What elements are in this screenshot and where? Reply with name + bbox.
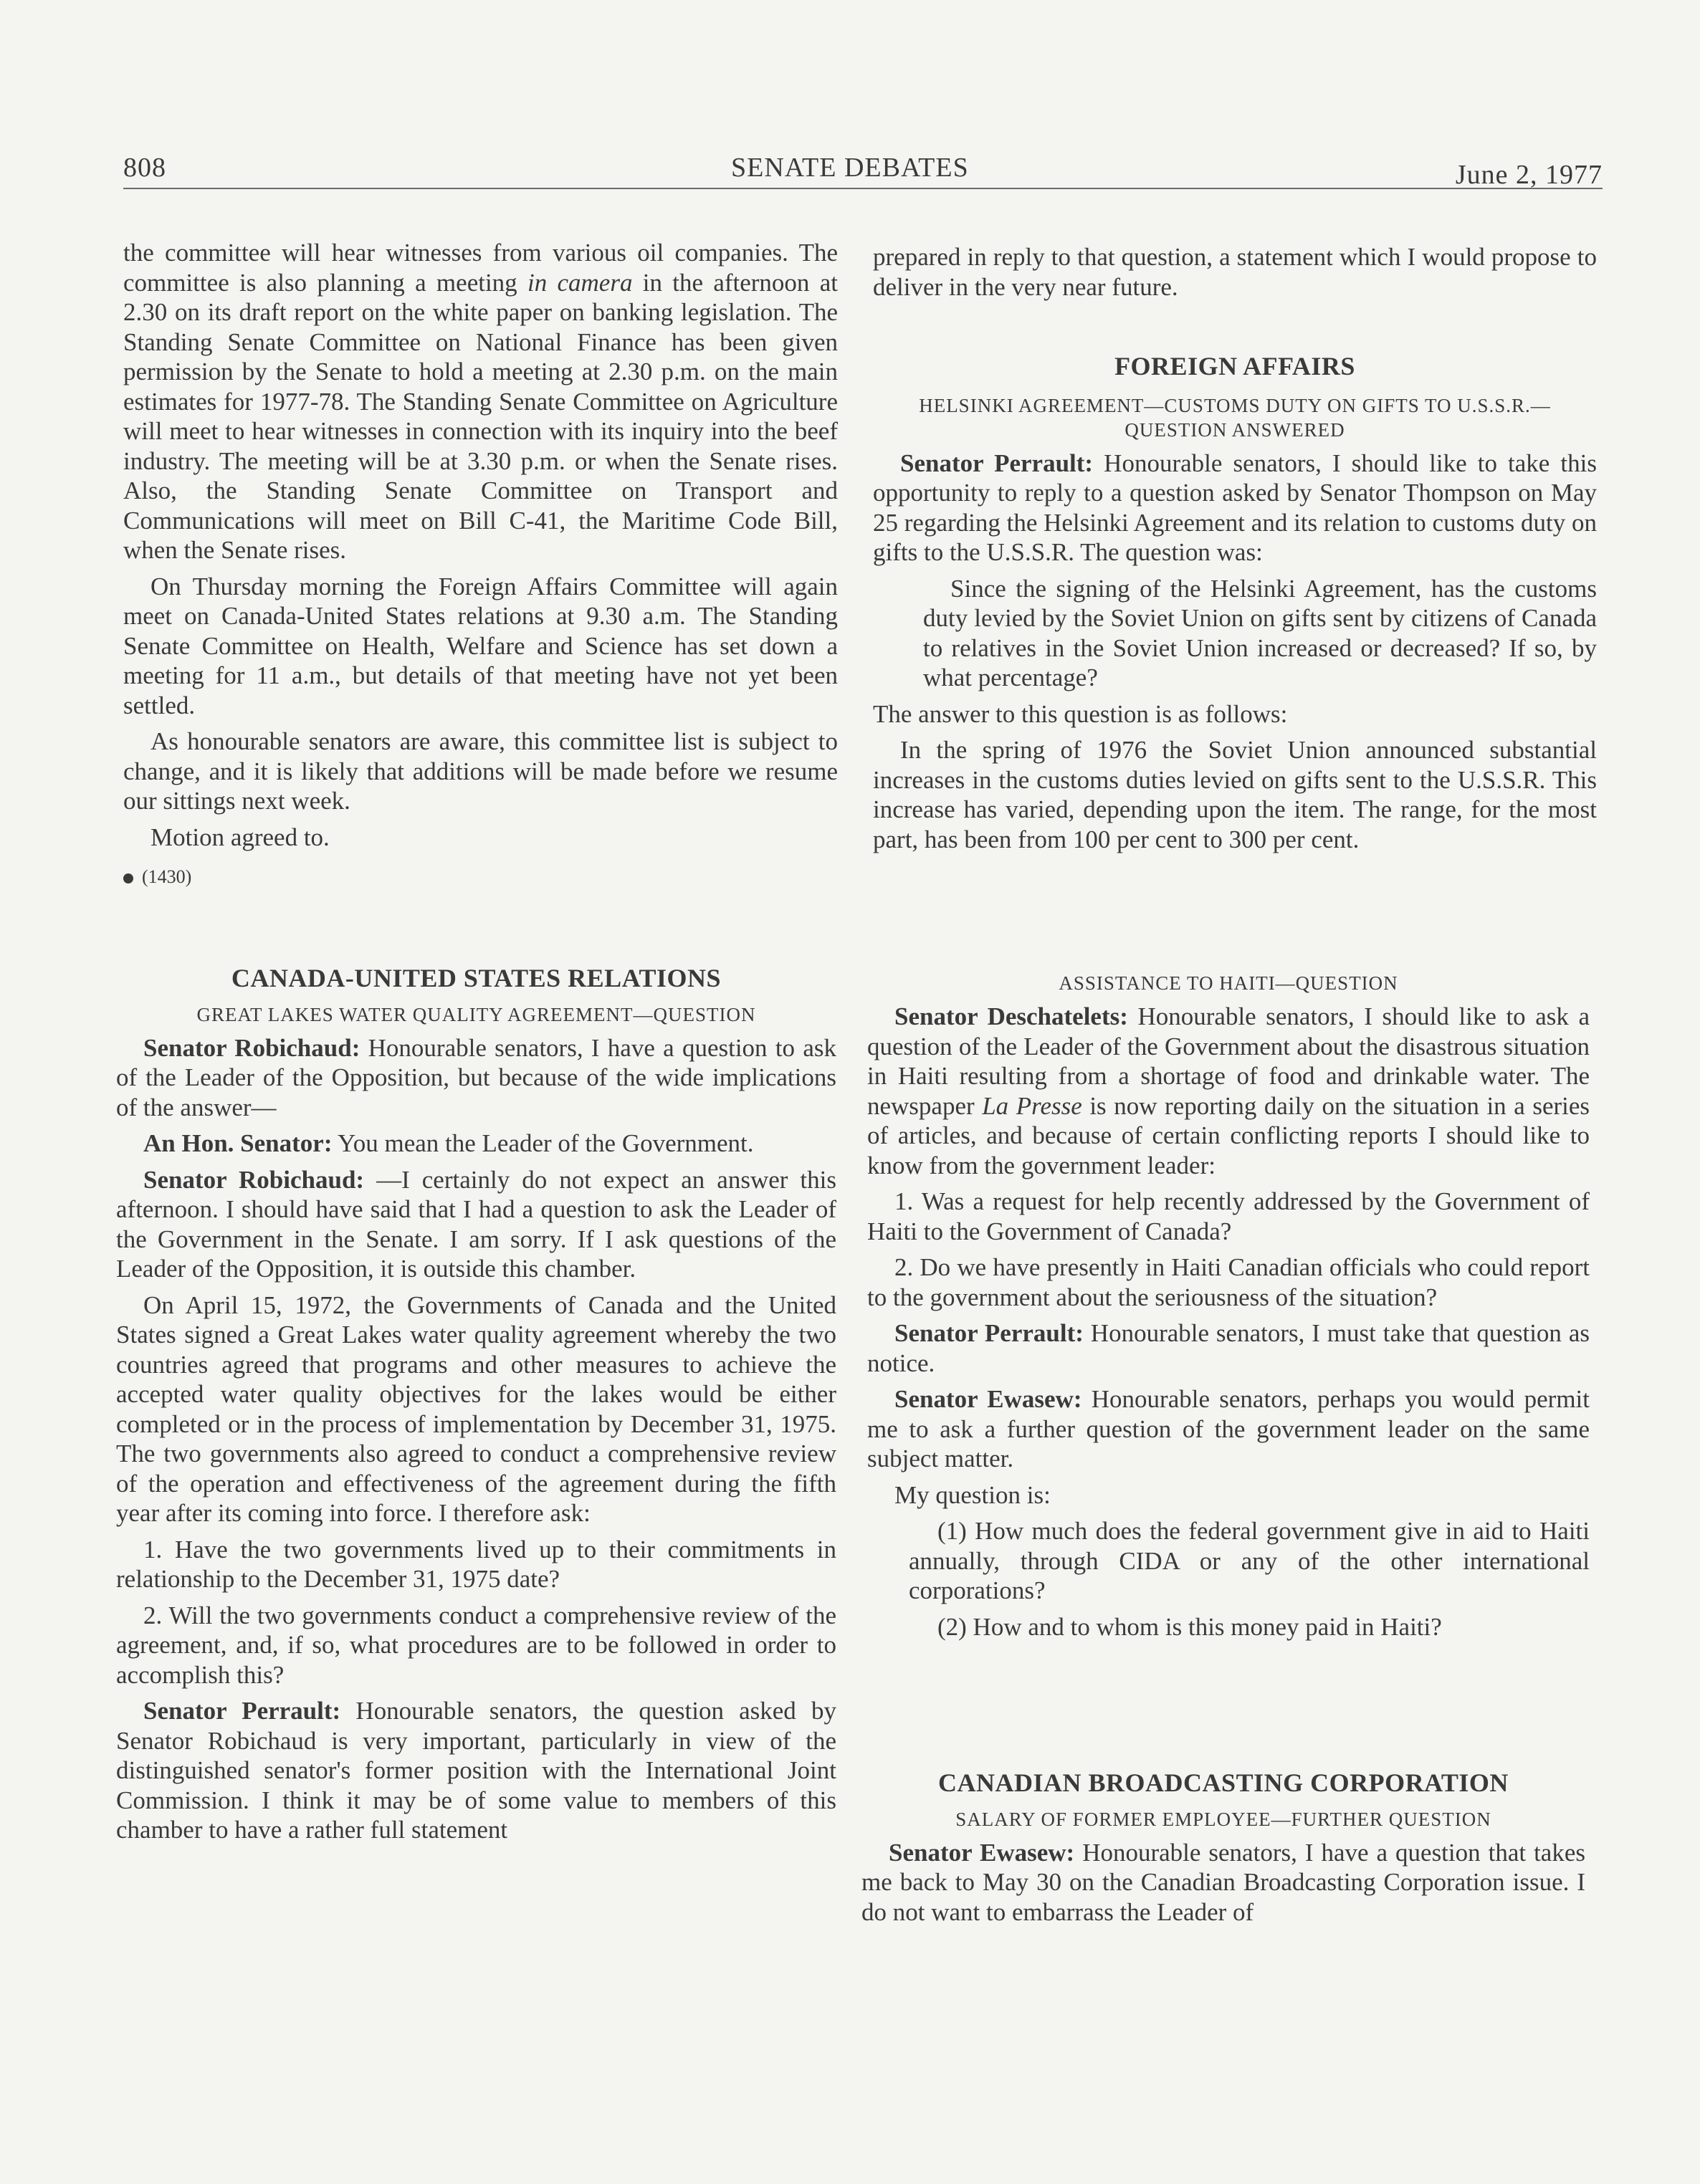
paragraph: Senator Robichaud: —I certainly do not expect an answer this afternoon. I should have said that I had a question to ask the Leader of the Government in the Senate. I am sorry. If I ask questions of the Leader of the Opposition, it is outside this chamber. (116, 1165, 836, 1283)
bullet-icon (123, 873, 133, 883)
quoted-question: (1) How much does the federal government give in aid to Haiti annually, through CIDA or any of the other international corporations? (909, 1517, 1590, 1604)
speaker-name: Senator Robichaud: (143, 1033, 360, 1062)
section-subheading: QUESTION ANSWERED (1124, 418, 1345, 441)
section-subheading: HELSINKI AGREEMENT—CUSTOMS DUTY ON GIFTS TO U.S.S.R.— (919, 394, 1551, 416)
paragraph: As honourable senators are aware, this committee list is subject to change, and it is likely that additions will be made before we resume our sittings next week. (123, 727, 838, 815)
time-marker: (1430) (123, 862, 838, 892)
column-top-right (873, 242, 1597, 854)
paragraph: Senator Robichaud: Honourable senators, I have a question to ask of the Leader of the Opposition, but because of the wide implications of the answer— (116, 1033, 836, 1121)
section-heading: CANADIAN BROADCASTING CORPORATION (938, 1768, 1509, 1797)
paragraph: 2. Will the two governments conduct a comprehensive review of the agreement, and, if so, what procedures are to be followed in order to accomplish this? (116, 1601, 836, 1689)
quoted-question: Since the signing of the Helsinki Agreement, has the customs duty levied by the Soviet Union on gifts sent by citizens of Canada to relatives in the Soviet Union increased or decreased? If so, by what percentage? (923, 574, 1597, 691)
column-bottom-right (861, 1768, 1585, 1927)
paragraph: Senator Deschatelets: Honourable senators, I should like to ask a question of the Leader of the Government about the disastrous situation in Haiti resulting from a shortage of food and drinkable water. The newspaper La Presse is now reporting daily on the situation in a series of articles, and because of certain conflicting reports I should like to know from the government leader: (867, 1002, 1590, 1179)
section-heading: FOREIGN AFFAIRS (1114, 352, 1355, 380)
publication-date: June 2, 1977 (1455, 160, 1603, 190)
paragraph: Senator Perrault: Honourable senators, the question asked by Senator Robichaud is very important, particularly in view of the distinguished senator's former position with the International Joint Commission. I think it may be of some value to members of this chamber to have a rather full statement (116, 1697, 836, 1844)
section-heading: CANADA-UNITED STATES RELATIONS (231, 964, 722, 992)
speaker-name: Senator Ewasew: (894, 1385, 1082, 1413)
speaker-name: Senator Perrault: (143, 1697, 341, 1725)
paragraph: Senator Ewasew: Honourable senators, I have a question that takes me back to May 30 on the Canadian Broadcasting Corporation issue. I do not want to embarrass the Leader of (861, 1838, 1585, 1926)
column-top-left (123, 238, 838, 892)
speaker-name: Senator Deschatelets: (894, 1002, 1128, 1030)
paragraph: Senator Perrault: Honourable senators, I must take that question as notice. (867, 1319, 1590, 1377)
paragraph: On Thursday morning the Foreign Affairs Committee will again meet on Canada-United States relations at 9.30 a.m. The Standing Senate Committee on Health, Welfare and Science has set down a meeting for 11 a.m., but details of that meeting have not yet been settled. (123, 572, 838, 719)
speaker-name: Senator Ewasew: (889, 1838, 1075, 1867)
paragraph: Senator Ewasew: Honourable senators, perhaps you would permit me to ask a further question of the government leader on the same subject matter. (867, 1385, 1590, 1472)
page-header (123, 152, 1603, 189)
speaker-name: Senator Perrault: (900, 449, 1094, 477)
page-number: 808 (123, 153, 166, 183)
section-subheading: SALARY OF FORMER EMPLOYEE—FURTHER QUESTION (955, 1808, 1491, 1830)
paragraph: An Hon. Senator: You mean the Leader of the Government. (143, 1129, 754, 1157)
paragraph: My question is: (894, 1480, 1051, 1509)
paragraph: Senator Perrault: Honourable senators, I should like to take this opportunity to reply to a question asked by Senator Thompson on May 25 regarding the Helsinki Agreement and its relation to customs duty on gifts to the U.S.S.R. The question was: (873, 449, 1597, 566)
section-subheading: GREAT LAKES WATER QUALITY AGREEMENT—QUESTION (196, 1003, 756, 1025)
motion-line: Motion agreed to. (151, 823, 330, 851)
column-bottom-left (116, 964, 836, 1845)
paragraph: 1. Was a request for help recently addressed by the Government of Haiti to the Government of Canada? (867, 1187, 1590, 1245)
paragraph: The answer to this question is as follows: (873, 699, 1288, 728)
quoted-question: (2) How and to whom is this money paid in Haiti? (937, 1612, 1442, 1641)
paragraph: the committee will hear witnesses from various oil companies. The committee is also planning a meeting in camera in the afternoon at 2.30 on its draft report on the white paper on banking legislation. The Standing Senate Committee on National Finance has been given permission by the Senate to hold a meeting at 2.30 p.m. on the main estimates for 1977-78. The Standing Senate Committee on Agriculture will meet to hear witnesses in connection with its inquiry into the beef industry. The meeting will be at 3.30 p.m. or when the Senate rises. Also, the Standing Senate Committee on Transport and Communications will meet on Bill C-41, the Maritime Code Bill, when the Senate rises. (123, 239, 838, 564)
speaker-name: Senator Robichaud: (143, 1165, 365, 1194)
paragraph: 2. Do we have presently in Haiti Canadian officials who could report to the government about the seriousness of the situation? (867, 1253, 1590, 1311)
paragraph: In the spring of 1976 the Soviet Union announced substantial increases in the customs duties levied on gifts sent to the U.S.S.R. This increase has varied, depending upon the item. The range, for the most part, has been from 100 per cent to 300 per cent. (873, 736, 1597, 853)
column-middle-right (867, 971, 1590, 1642)
publication-title: SENATE DEBATES (731, 153, 969, 183)
speaker-name: An Hon. Senator: (143, 1129, 333, 1157)
speaker-name: Senator Perrault: (894, 1319, 1084, 1347)
paragraph: prepared in reply to that question, a statement which I would propose to deliver in the very near future. (873, 243, 1597, 301)
section-subheading: ASSISTANCE TO HAITI—QUESTION (1059, 972, 1398, 994)
paragraph: On April 15, 1972, the Governments of Canada and the United States signed a Great Lakes water quality agreement whereby the two countries agreed that programs and other measures to achieve the accepted water quality objectives for the lakes would be either completed or in the process of implementation by December 31, 1975. The two governments also agreed to conduct a comprehensive review of the operation and effectiveness of the agreement during the fifth year after its coming into force. I therefore ask: (116, 1290, 836, 1527)
paragraph: 1. Have the two governments lived up to their commitments in relationship to the December 31, 1975 date? (116, 1535, 836, 1593)
